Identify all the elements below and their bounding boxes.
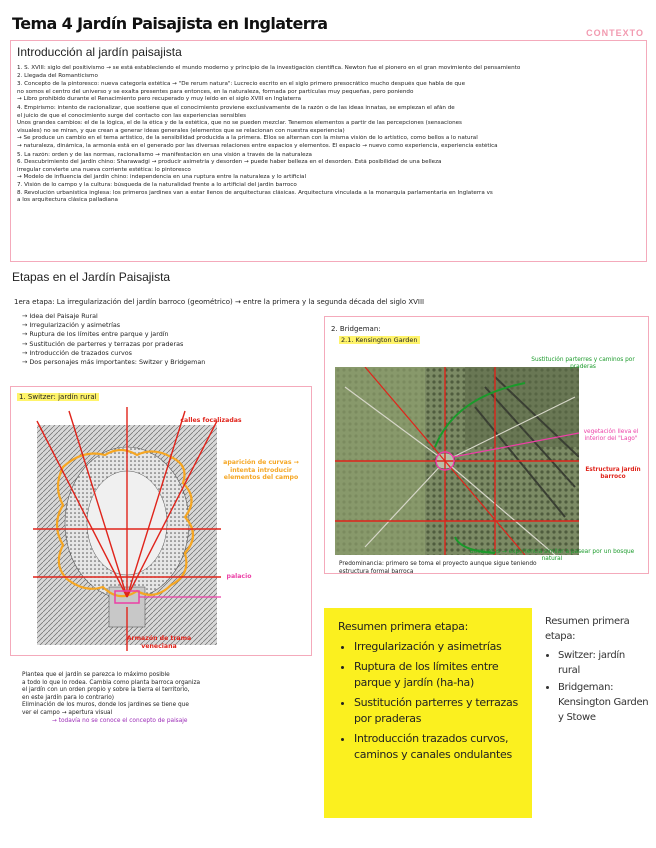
intro-box bbox=[10, 40, 647, 262]
summary-item: • Sustitución parterres y terrazas por praderas bbox=[354, 695, 520, 727]
intro-line: → Libro prohibido durante el Renacimiento pero recuperado y muy leído en el siglo XVIII en Inglaterra bbox=[17, 96, 302, 103]
stage-item: → Irregularización y asimetrías bbox=[22, 321, 121, 330]
kensington-aerial-photo bbox=[335, 367, 579, 555]
intro-line: 1. S. XVIII: siglo del positivismo → se está estableciendo el mundo moderno y principio de la investigación científica. Newton fue el pionero en el gran movimiento del pensamiento bbox=[17, 65, 521, 71]
label-estructura: Estructura jardín barroco bbox=[585, 467, 641, 480]
intro-line: no somos el centro del universo y se exalta presentes para entonces, en la naturaleza, formada por partículas muy pequeñas, pero poniendo bbox=[17, 88, 414, 95]
stage-item: → Dos personajes más importantes: Switzer y Bridgeman bbox=[22, 358, 206, 367]
intro-line: Unos grandes cambios: el de la lógica, el de la ética y de la estética, que no se pueden mezclar. Tenemos elementos a partir de las percepciones (sensaciones bbox=[17, 120, 462, 127]
note-line: a todo lo que lo rodea. Cambia como planta barroca organiza bbox=[22, 679, 201, 686]
intro-line: 3. Concepto de la pintoresco: nueva categoría estética → "De rerum natura": Lucrecio escrito en el siglo primero presocrático mucho después que habla de que bbox=[17, 81, 466, 88]
label-curvas: aparición de curvas → intenta introducir elementos del campo bbox=[223, 459, 299, 481]
note-line: Plantea que el jardín se parezca lo máximo posible bbox=[22, 672, 170, 678]
side-summary bbox=[545, 614, 649, 727]
intro-heading: Introducción al jardín paisajista bbox=[17, 45, 182, 59]
side-summary-list bbox=[545, 648, 649, 725]
bridgeman-box bbox=[324, 316, 649, 574]
intro-line: a los arquitectura clásica palladiana bbox=[17, 197, 118, 204]
page-title: Tema 4 Jardín Paisajista en Inglaterra bbox=[12, 14, 328, 33]
stage-item: → Ruptura de los límites entre parque y jardín bbox=[22, 330, 169, 339]
label-vegetacion: vegetación lleva el interior del "Lago" bbox=[583, 429, 639, 442]
intro-line: 8. Revolución urbanística inglesa: los primeros jardines van a estar llenos de arquitecturas clásicas. Arquitectura vinculada a la monarquía parlamentaria en Inglaterra vs bbox=[17, 189, 493, 196]
summary-list bbox=[338, 639, 520, 763]
summary-item: • Introducción trazados curvos, caminos y canales ondulantes bbox=[354, 731, 520, 763]
note-line: Predominancia: primero se toma el proyecto aunque sigue teniendo bbox=[339, 561, 537, 567]
note-line: en este jardín para lo contrario) bbox=[22, 694, 115, 701]
first-stage-title: 1era etapa: La irregularización del jardín barroco (geométrico) → entre la primera y la segunda década del siglo XVIII bbox=[14, 298, 425, 306]
note-line: Eliminación de los muros, donde los jardines se tiene que bbox=[22, 702, 189, 709]
summary-item: • Irregularización y asimetrías bbox=[354, 639, 520, 655]
note-line: → todavía no se conoce el concepto de paisaje bbox=[52, 717, 188, 724]
side-summary-item: • Switzer: jardín rural bbox=[558, 648, 649, 678]
intro-line: irregular convierte una nueva corriente estética: lo pintoresco bbox=[17, 166, 191, 173]
side-summary-item: • Bridgeman: Kensington Garden y Stowe bbox=[558, 680, 649, 725]
summary-heading: Resumen primera etapa: bbox=[338, 620, 469, 633]
switzer-box bbox=[10, 386, 312, 656]
switzer-notes bbox=[22, 672, 312, 725]
bridgeman-subtitle: 2.1. Kensington Garden bbox=[341, 336, 418, 344]
summary-item: • Ruptura de los límites entre parque y jardín (ha-ha) bbox=[354, 659, 520, 691]
label-bosquetes: Bosquetes → experiencia similar a pasear por un bosque natural bbox=[469, 549, 635, 562]
label-sustitucion: Sustitución parterres y caminos por praderas bbox=[531, 357, 635, 370]
intro-line: → Se produce un cambio en el tema artístico, de la sensibilidad producida a la primera. Ellos se alternan con la misma visión de lo artístico, como bellos a lo natural bbox=[17, 135, 478, 142]
intro-line: 5. La razón: orden y de las normas, racionalismo → manifestación en una visión a través de la naturaleza bbox=[17, 151, 312, 158]
summary-box bbox=[324, 608, 532, 818]
label-calles: calles focalizadas bbox=[180, 417, 242, 424]
label-armazon: Armazón de trama veneciana bbox=[126, 635, 192, 650]
note-line: el jardín con un orden propio y sobre la tierra el territorio, bbox=[22, 687, 190, 694]
intro-line: 6. Descubrimiento del jardín chino: Sharawadgi → producir asimetría y desorden → puede haber belleza en el desorden. Está posibilidad de una belleza bbox=[17, 159, 442, 166]
intro-line: 2. Llegada del Romanticismo bbox=[17, 72, 98, 79]
stage-list bbox=[22, 312, 205, 367]
bridgeman-title: 2. Bridgeman: bbox=[331, 325, 381, 333]
intro-line: 7. Visión de lo campo y la cultura: búsqueda de la naturalidad frente a lo artificial del jardín barroco bbox=[17, 181, 297, 188]
label-palacio: palacio bbox=[226, 573, 252, 580]
switzer-plan-drawing bbox=[33, 407, 221, 651]
side-summary-heading: Resumen primera etapa: bbox=[545, 616, 630, 642]
intro-line: → naturaleza, dinámica, la armonía está en el generado por las diversas relaciones entre espacios y elementos. El espacio → nuevo como experiencia, experiencia estética bbox=[17, 142, 498, 149]
note-line: ver el campo → apertura visual bbox=[22, 709, 113, 716]
stages-heading: Etapas en el Jardín Paisajista bbox=[12, 270, 171, 284]
intro-line: visuales) no se miran, y que crean a generar ideas generales (elementos que se relacionan con nuestra experiencia) bbox=[17, 127, 345, 134]
bridgeman-note bbox=[339, 561, 537, 576]
intro-line: 4. Empirismo: intento de racionalizar, que sostiene que el conocimiento proviene exclusivamente de la razón o de las ideas innatas, se empiezan el afán de bbox=[17, 104, 455, 111]
intro-line: el juicio de que el conocimiento surge del contacto con las experiencias sensibles bbox=[17, 112, 247, 119]
intro-line: → Modelo de influencia del jardín chino: independencia en una ruptura entre la naturaleza y lo artificial bbox=[17, 174, 307, 181]
stage-item: → Idea del Paisaje Rural bbox=[22, 312, 98, 320]
context-tag: CONTEXTO bbox=[586, 28, 644, 38]
stage-item: → Sustitución de parterres y terrazas por praderas bbox=[22, 339, 184, 348]
note-line: estructura formal barroca bbox=[339, 568, 414, 575]
switzer-title: 1. Switzer: jardín rural bbox=[19, 393, 97, 401]
stage-item: → Introducción de trazados curvos bbox=[22, 348, 133, 357]
